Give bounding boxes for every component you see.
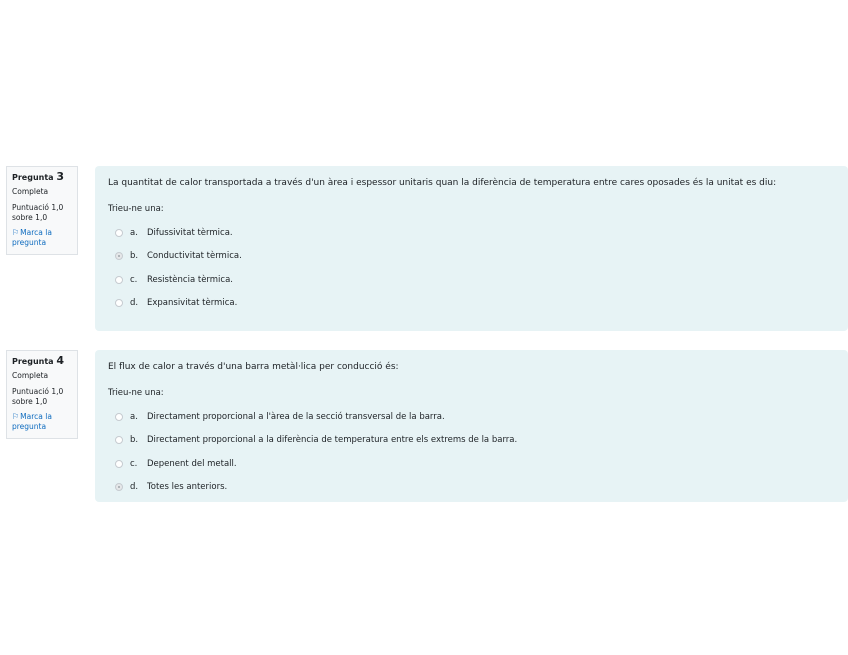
flag-icon: ⚐ bbox=[12, 228, 20, 237]
flag-question-link[interactable] bbox=[12, 412, 71, 432]
question-info bbox=[6, 166, 78, 255]
option-text: Directament proporcional a la diferència de temperatura entre els extrems de la barra. bbox=[147, 435, 518, 446]
question-state: Completa bbox=[12, 187, 49, 196]
option-text: Depenent del metall. bbox=[147, 458, 237, 469]
option-text: Difussivitat tèrmica. bbox=[147, 227, 233, 238]
option-letter: d. bbox=[130, 482, 139, 493]
option-text: Directament proporcional a l'àrea de la secció transversal de la barra. bbox=[147, 411, 445, 422]
flag-label: Marca la pregunta bbox=[12, 412, 52, 431]
radio-button[interactable] bbox=[115, 299, 123, 307]
radio-button[interactable] bbox=[115, 276, 123, 284]
radio-button-checked[interactable] bbox=[115, 483, 123, 491]
answer-options bbox=[108, 405, 836, 499]
answer-prompt: Trieu-ne una: bbox=[108, 388, 164, 398]
answer-option-d[interactable] bbox=[108, 292, 836, 316]
answer-option-c[interactable] bbox=[108, 452, 836, 476]
flag-icon: ⚐ bbox=[12, 412, 20, 421]
radio-button-checked[interactable] bbox=[115, 252, 123, 260]
option-text: Conductivitat tèrmica. bbox=[147, 251, 242, 262]
option-text: Resistència tèrmica. bbox=[147, 274, 234, 285]
answer-option-b[interactable] bbox=[108, 429, 836, 453]
flag-question-link[interactable] bbox=[12, 228, 71, 248]
answer-option-b[interactable] bbox=[108, 245, 836, 269]
option-letter: b. bbox=[130, 435, 139, 446]
answer-option-c[interactable] bbox=[108, 268, 836, 292]
flag-label: Marca la pregunta bbox=[12, 228, 52, 247]
radio-button[interactable] bbox=[115, 229, 123, 237]
option-letter: b. bbox=[130, 251, 139, 262]
question-content bbox=[95, 350, 848, 502]
question-text: La quantitat de calor transportada a través d'un àrea i espessor unitaris quan la diferència de temperatura entre cares oposades és la unitat es diu: bbox=[108, 178, 777, 188]
question-label: Pregunta bbox=[12, 357, 54, 366]
question-text: El flux de calor a través d'una barra metàl·lica per conducció és: bbox=[108, 362, 399, 372]
question-label: Pregunta bbox=[12, 173, 54, 182]
option-letter: d. bbox=[130, 298, 139, 309]
question-grade: Puntuació 1,0 sobre 1,0 bbox=[12, 387, 64, 406]
question-number: 3 bbox=[56, 170, 65, 183]
answer-options bbox=[108, 221, 836, 315]
option-text: Totes les anteriors. bbox=[147, 482, 228, 493]
option-letter: a. bbox=[130, 227, 138, 238]
answer-option-a[interactable] bbox=[108, 221, 836, 245]
answer-option-d[interactable] bbox=[108, 476, 836, 500]
option-letter: c. bbox=[130, 274, 138, 285]
option-text: Expansivitat tèrmica. bbox=[147, 298, 238, 309]
option-letter: c. bbox=[130, 458, 138, 469]
answer-prompt: Trieu-ne una: bbox=[108, 204, 164, 214]
question-grade: Puntuació 1,0 sobre 1,0 bbox=[12, 203, 64, 222]
radio-button[interactable] bbox=[115, 460, 123, 468]
question-content bbox=[95, 166, 848, 331]
radio-button[interactable] bbox=[115, 413, 123, 421]
answer-option-a[interactable] bbox=[108, 405, 836, 429]
radio-button[interactable] bbox=[115, 436, 123, 444]
question-state: Completa bbox=[12, 371, 49, 380]
question-number: 4 bbox=[56, 354, 65, 367]
option-letter: a. bbox=[130, 411, 138, 422]
question-info bbox=[6, 350, 78, 439]
